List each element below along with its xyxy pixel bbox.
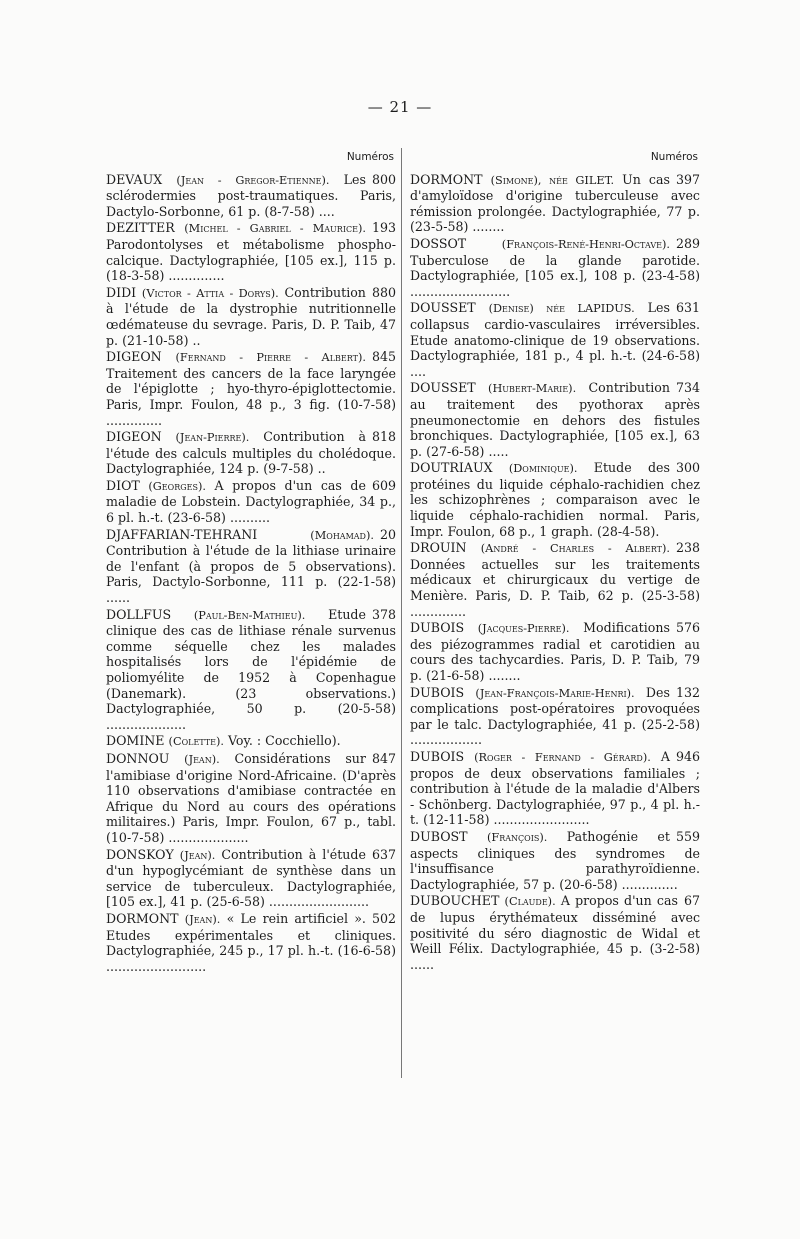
thesis-entry xyxy=(106,847,396,910)
author-surname: DIDI xyxy=(106,284,137,300)
thesis-description: A propos d'un cas de lupus érythémateux disséminé avec positivité du séro diagnostic de Widal et Weill Félix. Dactylographiée, 45 p. (3-2-58) ...... xyxy=(410,893,700,972)
thesis-entry xyxy=(410,829,700,892)
thesis-entry xyxy=(106,172,396,220)
entry-number: 289 xyxy=(675,235,700,251)
thesis-entry xyxy=(410,380,700,459)
author-given-names: (Mohamad). xyxy=(310,528,374,542)
thesis-description: Contribution à l'étude de la dystrophie nutritionnelle œdémateuse du sevrage. Paris, D. P. Taib, 47 p. (21-10-58) .. xyxy=(106,284,396,348)
author-given-names: (Jean). xyxy=(184,752,220,766)
author-given-names: (Jean). xyxy=(179,848,216,862)
entry-number: 559 xyxy=(675,828,700,844)
thesis-description: Voy. : Cocchiello). xyxy=(227,733,341,749)
author-given-names: (Dominique). xyxy=(508,462,578,476)
thesis-entry xyxy=(410,300,700,379)
thesis-entry xyxy=(106,429,396,477)
author-given-names: (Jean). xyxy=(184,912,221,926)
entry-number: 631 xyxy=(675,300,700,316)
column-header: Numéros xyxy=(650,151,698,163)
author-surname: DOUTRIAUX xyxy=(410,460,493,476)
entry-number: 193 xyxy=(371,220,396,236)
author-surname: DJAFFARIAN-TEHRANI xyxy=(106,526,258,542)
thesis-description: Contribution à l'étude de la lithiase urinaire de l'enfant (à propos de 5 observations). Paris, Dactylo-Sorbonne, 111 p. (22-1-58) ...... xyxy=(106,543,396,606)
entry-number: 397 xyxy=(675,171,700,187)
author-surname: DIGEON xyxy=(106,349,162,365)
author-given-names: (Jacques-Pierre). xyxy=(477,622,570,636)
thesis-entry xyxy=(410,893,700,972)
entry-number: 847 xyxy=(371,750,396,766)
page-number: — 21 — xyxy=(367,98,433,116)
author-given-names: (Hubert-Marie). xyxy=(488,382,577,396)
thesis-entry xyxy=(410,540,700,619)
thesis-entry xyxy=(106,220,396,283)
entry-list xyxy=(410,172,700,973)
author-surname: DONSKOY xyxy=(106,846,174,862)
author-given-names: (Colette). xyxy=(168,735,224,749)
column-header: Numéros xyxy=(346,151,394,163)
thesis-description: Traitement des cancers de la face laryngée de l'épiglotte ; hyo-thyro-épiglottectomie. Paris, Impr. Foulon, 48 p., 3 fig. (10-7-58) .............. xyxy=(106,365,396,428)
entry-number: 637 xyxy=(371,846,396,862)
thesis-entry xyxy=(106,285,396,348)
author-surname: DUBOIS xyxy=(410,748,465,764)
author-surname: DOSSOT xyxy=(410,235,467,251)
entry-number: 880 xyxy=(371,284,396,300)
entry-number: 576 xyxy=(675,620,700,636)
author-surname: DOUSSET xyxy=(410,300,476,316)
entry-number: 845 xyxy=(371,349,396,365)
entry-number: 238 xyxy=(675,540,700,556)
thesis-description: Modifications des piézogrammes radial et carotidien au cours des tachycardies. Paris, D. P. Taib, 79 p. (21-6-58) ........ xyxy=(410,620,700,683)
thesis-description: « Le rein artificiel ». Etudes expérimentales et cliniques. Dactylographiée, 245 p., 17 pl. h.-t. (16-6-58) ......................... xyxy=(106,910,396,974)
thesis-entry xyxy=(106,733,396,750)
entry-number: 502 xyxy=(371,910,396,926)
author-given-names: (Paul-Ben-Mathieu). xyxy=(193,608,306,622)
author-surname: DIGEON xyxy=(106,429,162,445)
author-surname: DROUIN xyxy=(410,540,467,556)
thesis-description: Des complications post-opératoires provoquées par le talc. Dactylographiée, 41 p. (25-2-58) .................. xyxy=(410,684,700,748)
thesis-entry xyxy=(106,911,396,974)
author-surname: DUBOST xyxy=(410,828,468,844)
thesis-description: Un cas d'amyloïdose d'origine tuberculeuse avec rémission prolongée. Dactylographiée, 77 p. (23-5-58) ........ xyxy=(410,171,700,235)
author-surname: DIOT xyxy=(106,477,140,493)
thesis-description: Parodontolyses et métabolisme phospho-calcique. Dactylographiée, [105 ex.], 115 p. (18-3-58) .............. xyxy=(106,236,396,284)
thesis-description: Pathogénie et aspects cliniques des syndromes de l'insuffisance parathyroïdienne. Dactylographiée, 57 p. (20-6-58) .............. xyxy=(410,828,700,892)
author-given-names: (Simone), née GILET. xyxy=(490,173,615,187)
author-given-names: (Jean-François-Marie-Henri). xyxy=(475,686,635,700)
author-surname: DUBOUCHET xyxy=(410,893,500,909)
thesis-description: A propos d'un cas de maladie de Lobstein. Dactylographiée, 34 p., 6 pl. h.-t. (23-6-58) .......... xyxy=(106,477,396,526)
thesis-entry xyxy=(106,349,396,428)
thesis-description: Etude clinique des cas de lithiase rénale survenus comme séquelle chez les malades hospitalisés lors de l'épidémie de poliomyélite de 1952 à Copenhague (Danemark). (23 observations.) Dactylographiée, 50 p. (20-5-58) .................... xyxy=(106,606,396,732)
entry-number: 378 xyxy=(371,606,396,622)
author-given-names: (Victor - Attia - Dorys). xyxy=(141,286,279,300)
author-given-names: (Michel - Gabriel - Maurice). xyxy=(184,222,366,236)
author-surname: DEVAUX xyxy=(106,171,163,187)
left-column xyxy=(106,150,396,975)
thesis-description: Tuberculose de la glande parotide. Dactylographiée, [105 ex.], 108 p. (23-4-58) ......................... xyxy=(410,252,700,299)
entry-list xyxy=(106,172,396,975)
thesis-description: A propos de deux observations familiales ; contribution à l'étude de la maladie d'Albers - Schönberg. Dactylographiée, 97 p., 4 pl. h.-t. (12-11-58) ........................ xyxy=(410,748,700,828)
author-surname: DONNOU xyxy=(106,750,170,766)
entry-number: 734 xyxy=(675,380,700,396)
thesis-description: Contribution au traitement des pyothorax après pneumonectomie en dehors des fistules bronchiques. Dactylographiée, [105 ex.], 63 p. (27-6-58) ..... xyxy=(410,380,700,459)
thesis-description: Contribution à l'étude d'un hypoglycémiant de synthèse dans un service de tuberculeux. Dactylographiée, [105 ex.], 41 p. (25-6-58) ......................... xyxy=(106,846,396,910)
author-given-names: (Fernand - Pierre - Albert). xyxy=(175,351,366,365)
author-surname: DUBOIS xyxy=(410,684,465,700)
author-given-names: (Roger - Fernand - Gérard). xyxy=(474,750,651,764)
author-surname: DOLLFUS xyxy=(106,606,172,622)
entry-number: 67 xyxy=(683,893,700,909)
thesis-entry xyxy=(410,236,700,299)
author-surname: DOMINE xyxy=(106,733,165,749)
author-given-names: (Denise) née LAPIDUS. xyxy=(488,302,635,316)
thesis-entry xyxy=(106,478,396,526)
thesis-description: Données actuelles sur les traitements médicaux et chirurgicaux du vertige de Menière. Paris, D. P. Taib, 62 p. (25-3-58) .............. xyxy=(410,556,700,619)
right-column xyxy=(410,150,700,973)
author-given-names: (Claude). xyxy=(504,895,556,909)
entry-number: 800 xyxy=(371,171,396,187)
thesis-entry xyxy=(410,620,700,683)
thesis-entry xyxy=(410,172,700,235)
entry-number: 20 xyxy=(379,526,396,542)
author-given-names: (François). xyxy=(486,830,548,844)
author-given-names: (Jean-Pierre). xyxy=(175,431,250,445)
thesis-entry xyxy=(106,607,396,733)
author-surname: DUBOIS xyxy=(410,620,465,636)
author-surname: DOUSSET xyxy=(410,380,476,396)
thesis-entry xyxy=(410,749,700,828)
author-surname: DEZITTER xyxy=(106,220,175,236)
thesis-entry xyxy=(410,685,700,748)
thesis-description: Etude des protéines du liquide céphalo-rachidien chez les schizophrènes ; comparaison avec le liquide céphalo-rachidien normal. Paris, Impr. Foulon, 68 p., 1 graph. (28-4-58). xyxy=(410,460,700,539)
author-given-names: (François-René-Henri-Octave). xyxy=(501,237,670,251)
entry-number: 946 xyxy=(675,748,700,764)
thesis-description: Les sclérodermies post-traumatiques. Paris, Dactylo-Sorbonne, 61 p. (8-7-58) .... xyxy=(106,171,396,219)
column-divider xyxy=(401,148,402,1078)
thesis-description: Contribution à l'étude des calculs multiples du cholédoque. Dactylographiée, 124 p. (9-7-58) .. xyxy=(106,429,396,477)
author-given-names: (Georges). xyxy=(148,479,206,493)
thesis-entry xyxy=(106,751,396,846)
thesis-entry xyxy=(106,527,396,606)
author-surname: DORMONT xyxy=(106,910,179,926)
entry-number: 609 xyxy=(371,477,396,493)
entry-number: 818 xyxy=(371,429,396,445)
author-given-names: (Jean - Gregor-Etienne). xyxy=(176,173,330,187)
author-given-names: (André - Charles - Albert). xyxy=(480,542,670,556)
entry-number: 300 xyxy=(675,460,700,476)
author-surname: DORMONT xyxy=(410,171,483,187)
entry-number: 132 xyxy=(675,684,700,700)
thesis-description: Les collapsus cardio-vasculaires irréversibles. Etude anatomo-clinique de 19 observations. Dactylographiée, 181 p., 4 pl. h.-t. (24-6-58) .... xyxy=(410,300,700,379)
thesis-description: Considérations sur l'amibiase d'origine Nord-Africaine. (D'après 110 observations d'amibiase contractée en Afrique du Nord au cours des opérations militaires.) Paris, Impr. Foulon, 67 p., tabl. (10-7-58) .................... xyxy=(106,750,396,845)
thesis-entry xyxy=(410,460,700,539)
